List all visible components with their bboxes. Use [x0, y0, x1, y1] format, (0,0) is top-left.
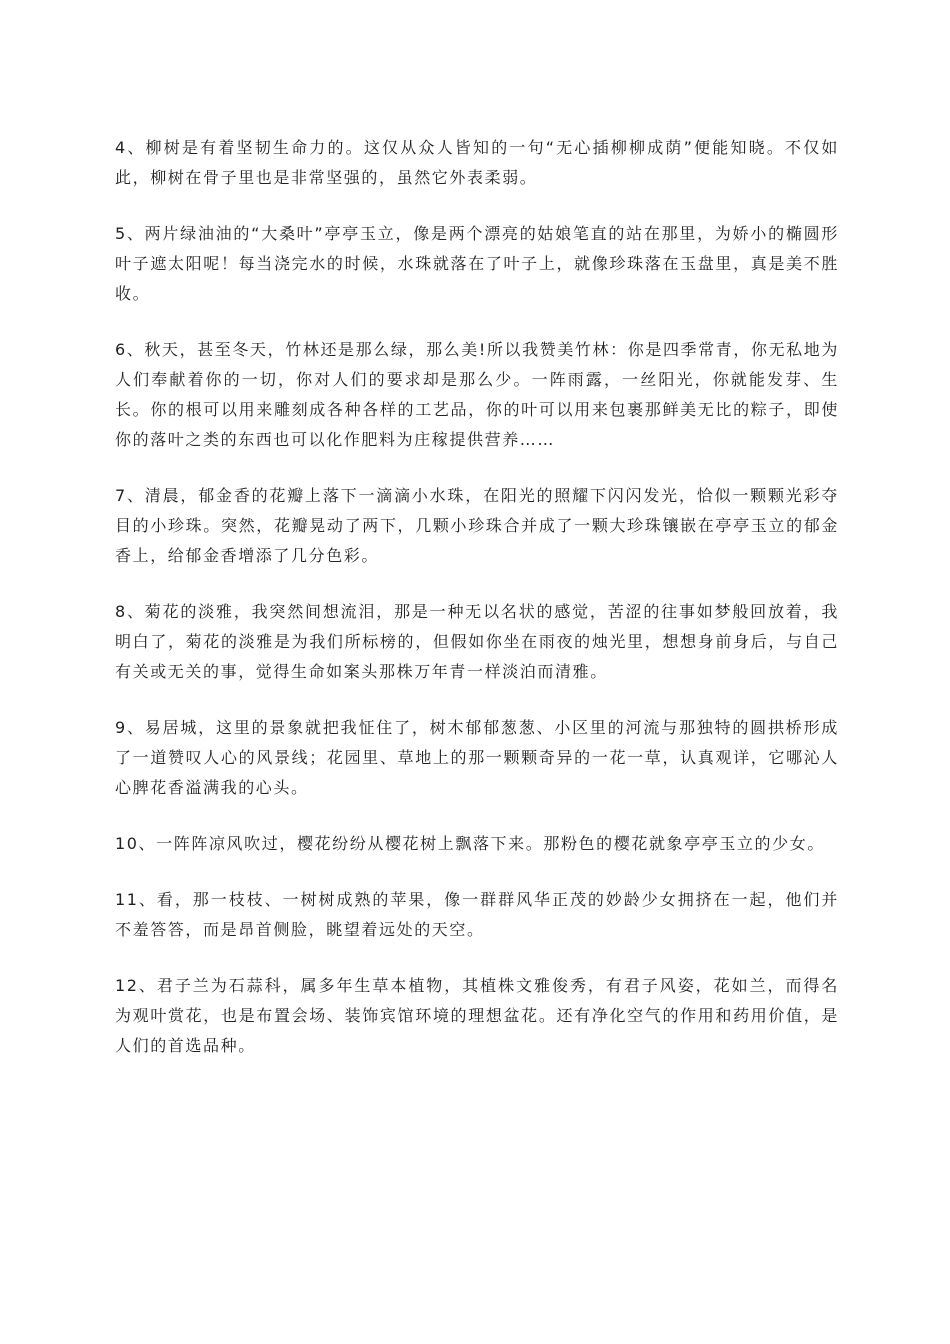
paragraph-12: 12、君子兰为石蒜科，属多年生草本植物，其植株文雅俊秀，有君子风姿，花如兰，而得名为观叶赏花，也是布置会场、装饰宾馆环境的理想盆花。还有净化空气的作用和药用价值，是人们的首选品种。: [115, 976, 839, 1055]
paragraph-7: 7、清晨，郁金香的花瓣上落下一滴滴小水珠，在阳光的照耀下闪闪发光，恰似一颗颗光彩夺目的小珍珠。突然，花瓣晃动了两下，几颗小珍珠合并成了一颗大珍珠镶嵌在亭亭玉立的郁金香上，给郁金香增添了几分色彩。: [115, 486, 839, 565]
document-body: [115, 133, 839, 1087]
paragraph-10: 10、一阵阵凉风吹过，樱花纷纷从樱花树上飘落下来。那粉色的樱花就象亭亭玉立的少女。: [115, 834, 825, 853]
paragraph-4: 4、柳树是有着坚韧生命力的。这仅从众人皆知的一句“无心插柳柳成荫”便能知晓。不仅如此，柳树在骨子里也是非常坚强的，虽然它外表柔弱。: [115, 138, 839, 187]
paragraph-8: 8、菊花的淡雅，我突然间想流泪，那是一种无以名状的感觉，苦涩的往事如梦般回放着，我明白了，菊花的淡雅是为我们所标榜的，但假如你坐在雨夜的烛光里，想想身前身后，与自己有关或无关的事，觉得生命如案头那株万年青一样淡泊而清雅。: [115, 602, 839, 681]
paragraph-5: 5、两片绿油油的“大桑叶”亭亭玉立，像是两个漂亮的姑娘笔直的站在那里，为娇小的椭圆形叶子遮太阳呢！每当浇完水的时候，水珠就落在了叶子上，就像珍珠落在玉盘里，真是美不胜收。: [115, 224, 839, 303]
paragraph-9: 9、易居城，这里的景象就把我怔住了，树木郁郁葱葱、小区里的河流与那独特的圆拱桥形成了一道赞叹人心的风景线；花园里、草地上的那一颗颗奇异的一花一草，认真观详，它哪沁人心脾花香溢满我的心头。: [115, 718, 839, 797]
paragraph-11: 11、看，那一枝枝、一树树成熟的苹果，像一群群风华正茂的妙龄少女拥挤在一起，他们并不羞答答，而是昂首侧脸，眺望着远处的天空。: [115, 890, 839, 939]
paragraph-6: 6、秋天，甚至冬天，竹林还是那么绿，那么美!所以我赞美竹林：你是四季常青，你无私地为人们奉献着你的一切，你对人们的要求却是那么少。一阵雨露，一丝阳光，你就能发芽、生长。你的根可以用来雕刻成各种各样的工艺品，你的叶可以用来包裹那鲜美无比的粽子，即使你的落叶之类的东西也可以化作肥料为庄稼提供营养……: [115, 340, 839, 449]
